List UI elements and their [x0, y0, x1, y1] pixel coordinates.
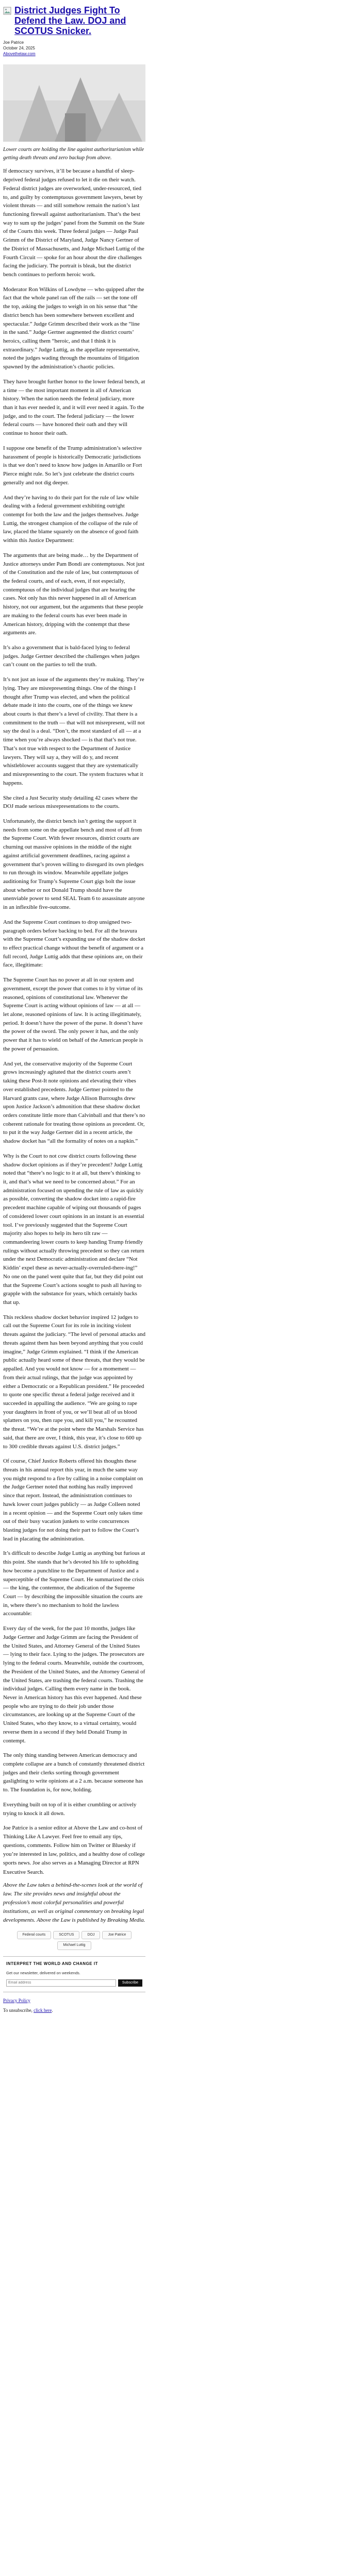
unsubscribe-prefix: To unsubscribe, [3, 2008, 34, 2013]
tag-scotus[interactable]: SCOTUS [53, 1931, 79, 1940]
subscribe-button[interactable]: Subscribe [118, 1979, 142, 1987]
article-paragraph: She cited a Just Security study detailing 42 cases where the DOJ made serious misrepresentations to the courts. [3, 794, 138, 810]
email-footer [3, 1997, 145, 2014]
article-paragraph: And yet, the conservative majority of the Supreme Court grows increasingly agitated that the district courts aren’t taking these Post-It note opinions and elevating their vibes over established precedents. Judge Gertner pointed to the Harvard grants case, where Judge Allison Burroughs drew upon Justice Jackson’s admonition that these shadow docket orders constitute little more than Calvinball and that there’s no coherent rationale for treating those opinions as precedent. Or, to put it the way Judge Gertner did in a recent article, the shadow docket has “all the formality of notes on a napkin.” [3, 1060, 145, 1145]
article-paragraph: The Supreme Court has no power at all in our system and government, except the power that comes to it by virtue of its reasoned, opinions of constitutional law. Whenever the Supreme Court is acting without opinions of law — at all — let alone, reasoned opinions of law. It is acting illegitimately, period. It doesn’t have the power of the purse. It doesn’t have the power of the sword. The only power it has, and the only power that it has to wield on behalf of the American people is the power of persuasion. [3, 977, 143, 1052]
article-paragraph: Unfortunately, the district bench isn’t getting the support it needs from some on the appellate bench and most of all from the Supreme Court. With fewer resources, district courts are churning out massive opinions in the middle of the night against artificial government deadlines, racing against a government that’s proven willing to disregard its own pledges to run through its window. Meanwhile appellate judges auditioning for Trump’s Supreme Court gigs bolt the issue about whether or not Donald Trump should have the unenviable power to send SEAL Team 6 to assassinate anyone in an inflexible five-outcome. [3, 818, 145, 911]
article-body [3, 167, 145, 1818]
newsletter-form [6, 1979, 142, 1987]
article-paragraph: Moderator Ron Wilkins of Lowdyne — who quipped after the fact that the whole panel ran off the rails — set the tone off the top, asking the judges to weigh in on his sense that “the district bench has been somewhere between excellent and spectacular.” Judge Grimm described their work as the “line in the sand.” Judge Gertner augmented the district courts’ heroics, calling them “heroic, and that I think it is extraordinary.” Judge Luttig, as the appellate representative, noted the judges wading through the mountains of litigation spawned by the administration’s chaotic policies. [3, 286, 144, 370]
article-paragraph: Every day of the week, for the past 10 months, judges like Judge Gertner and Judge Grimm are facing the President of the United States, and Attorney General of the United States — lying to their face. Lying to the judges. The prosecutors are lying to the federal courts. Meanwhile, outside the courtroom, the President of the United States, and the Attorney General of the United States, are trashing the federal courts. Trashing the individual judges. Calling them every name in the book. Never in American history has this ever happened. And these people who are trying to do their job under those circumstances, are looking up at the Supreme Court of the United States, who they know, to a virtual certainty, would reverse them in a second if they held Donald Trump in contempt. [3, 1625, 145, 1744]
email-input[interactable] [6, 1979, 116, 1987]
article-paragraph: Everything built on top of it is either crumbling or actively trying to knock it all down. [3, 1801, 137, 1817]
article-paragraph: They have brought further honor to the lower federal bench, at a time — the most important moment in all of American history. When the nation needs the federal judiciary, more than it has ever needed it, and it will ever need it again. To the judge, and to the court. The federal judiciary — the lower federal courts — have honored their oath and they will continue to honor their oath. [3, 378, 145, 437]
article-paragraph: Why is the Court to not cow district courts following these shadow docket opinions as if they’re precedent? Judge Luttig noted that “there’s no logic to it at all, but there’s thinking to it, and that’s what we need to be concerned about.” For an administration focused on upending the rule of law as quickly as possible, converting the shadow docket into a rapid-fire precedent machine capable of wiping out thousands of pages of considered lower court opinions in an instant is an essential tool. I’ve previously suggested that the Supreme Court majority also hopes to help its hero tilt raw — commandeering lower courts to keep handing Trump friendly rulings without actually throwing precedent so they can return under the next Democratic administration and declare “Not Kiddin’ expel these as never-actually-overruled-there-ing!” No one on the panel went quite that far, but they did point out that the Supreme Court’s actions sought to push all having to grapple with the substance for years, which certainly backs that up. [3, 1153, 144, 1306]
hero-image [3, 64, 145, 142]
article-title[interactable]: District Judges Fight To Defend the Law. DOJ and SCOTUS Snicker. [14, 5, 126, 37]
newsletter-title: INTERPRET THE WORLD AND CHANGE IT [6, 1961, 98, 1967]
article-paragraph: It’s difficult to describe Judge Luttig as anything but furious at this point. She stands that he’s devoted his life to upholding how become a punchline to the Department of Justice and a superceptible of the Supreme Court. He summarized the crisis — the king, the contemnor, the abdication of the Supreme Court — by describing the impossible situation the courts are in, where there’s no mechanism to hold the lawless accountable: [3, 1550, 145, 1617]
article-source-link[interactable]: Abovethelaw.com [3, 52, 36, 57]
unsubscribe-link[interactable]: click here [34, 2008, 52, 2013]
article-paragraph: And the Supreme Court continues to drop unsigned two-paragraph orders before backing to bed. For all the bravura with the Supreme Court’s expanding use of the shadow docket to effect practical change without the benefit of argument or a full record, Judge Luttig adds that these opinions are, on their face, illegitimate: [3, 919, 145, 969]
tag-list [3, 1931, 145, 1950]
article-author: Joe Patrice [3, 40, 24, 45]
tag-federal-courts[interactable]: Federal courts [17, 1931, 52, 1940]
article-paragraph: It’s also a government that is bald-faced lying to federal judges. Judge Gertner described the challenges when judges can’t count on the parties to tell the truth. [3, 645, 140, 668]
unsubscribe-line [3, 2007, 145, 2014]
article-paragraph: The arguments that are being made… by the Department of Justice attorneys under Pam Bondi are contemptuous. Not just of the Constitution and the rule of law, but contemptuous of the federal courts, and of each, even, if not especially, contemptuous of the individual judges that are hearing the cases. Not only has this never happened in all of American history, not our argument, but the arguments that these people are making to the federal courts has ever been made in American history, dripping with the contempt that these arguments are. [3, 552, 145, 636]
article-paragraph: Of course, Chief Justice Roberts offered his thoughts these threats in his annual report this year, in much the same way you might respond to a fire by calling in a noise complaint on the Judge Gertner noted that nothing has really improved since that report. Instead, the administration continues to hawk lower court judges publicly — as Judge Colleen noted in a recent opinion — and the Supreme Court only takes time out of their busy vacation junkets to write concurrences blasting judges for not doing their part to follow the Court’s lead in placating the administration. [3, 1458, 143, 1542]
article-paragraph: This reckless shadow docket behavior inspired 12 judges to call out the Supreme Court for its role in inciting violent threats against the judiciary. “The level of personal attacks and threats against them has been beyond anything that you could imagine,” Judge Grimm explained. “I think if the American public actually heard some of these threats, that they would be appalled. And you would not know — for a momement — from their actual rulings, that the judge was appointed by either a Democratic or a Republican president.” He proceeded to quote one specific threat a federal judge received and it succeeded in appalling the audience. “We are going to rape your daughters in front of you, or we’ll beat all of us blood splatters on you, then rape you, and kill you,” he recounted the threat. “We’re at the point where the Marshals Service has said, that there are over, I think, this year, it’s close to 600 up to 300 credible threats against U.S. district judges.” [3, 1314, 146, 1450]
image-placeholder-icon [3, 7, 11, 15]
article-meta [3, 40, 145, 57]
tag-joe-patrice[interactable]: Joe Patrice [102, 1931, 132, 1940]
publisher-note: Above the Law takes a behind-the-scenes look at the world of law. The site provides news and insightful about the profession’s most colorful personalities and powerful institutions, as well as original commentary on breaking legal developments. Above the Law is published by Breaking Media. [3, 1882, 145, 1923]
article-paragraph: The only thing standing between American democracy and complete collapse are a bunch of constantly threatened district judges and their clerks sorting through government gaslighting to write opinions at a 2 a.m. because someone has to. The foundation is, for now, holding. [3, 1752, 145, 1793]
tag-doj[interactable]: DOJ [81, 1931, 100, 1940]
article-paragraph: If democracy survives, it’ll be because a handful of sleep-deprived federal judges refused to let it die on their watch. Federal district judges are overworked, under-resourced, tied to, and guilty by contemptuous government lawyers, beset by violent threats — and still somehow remain the nation’s last functioning firewall against authoritarianism. That’s the best way to sum up the judges’ panel from the Summit on the State of the Courts this week. Three federal judges — Judge Paul Grimm of the District of Maryland, Judge Nancy Gertner of the District of Massachusetts, and Judge Michael Luttig of the Fourth Circuit — spoke for an hour about the dire challenges facing the judiciary. The portrait is bleak, but the district bench continues to perform heroic work. [3, 168, 145, 278]
article-date: October 24, 2025 [3, 46, 35, 51]
newsletter-signup [3, 1956, 145, 1992]
article-paragraph: And they’re having to do their part for the rule of law while dealing with a federal government exhibiting outright contempt for both the law and the judges themselves. Judge Luttig, the strongest champion of the collapse of the rule of law, placed the blame squarely on the absence of good faith within this Justice Department: [3, 494, 139, 544]
author-bio: Joe Patrice is a senior editor at Above the Law and co-host of Thinking Like A Lawyer. Feel free to email any tips, questions, comments. Follow him on Twitter or Bluesky if you’re interested in law, politics, and a healthy dose of college sports news. Joe also serves as a Managing Director at RPN Executive Search. [3, 1825, 145, 1875]
tag-michael-luttig[interactable]: Michael Luttig [57, 1941, 91, 1950]
article-paragraph: It’s not just an issue of the arguments they’re making. They’re lying. They are misrepresenting things. One of the things I thought after Trump was elected, and when the political debate made it into the courts, one of the things we knew about courts is that there’s a level of civility. That there is a commitment to the truth — that will not misrepresent, will not say the deal is a deal. “Don’t, the most standard of all — at a time when you’re always shocked — is that that’s not true. That’s not true with respect to the Department of Justice lawyers. They will say a, they will do y, and recent whistleblower accounts suggest that they are systematically and misrepresenting to the court. The system fractures what it happens. [3, 676, 145, 786]
article-dek: Lower courts are holding the line against authoritarianism while getting death threats and zero backup from above. [3, 146, 144, 161]
article-paragraph: I suppose one benefit of the Trump administration’s selective harassment of people is historically Democratic jurisdictions is that we don’t need to know how judges in Amarillo or Fort Pierce might rule. So let’s just celebrate the district courts generally and not dig deeper. [3, 445, 142, 486]
article-header [3, 5, 145, 36]
email-article [3, 0, 145, 2014]
newsletter-subtitle: Get our newsletter, delivered on weekends. [6, 1971, 80, 1976]
unsubscribe-suffix: . [52, 2008, 53, 2013]
privacy-policy-link[interactable]: Privacy Policy [3, 1997, 30, 2003]
